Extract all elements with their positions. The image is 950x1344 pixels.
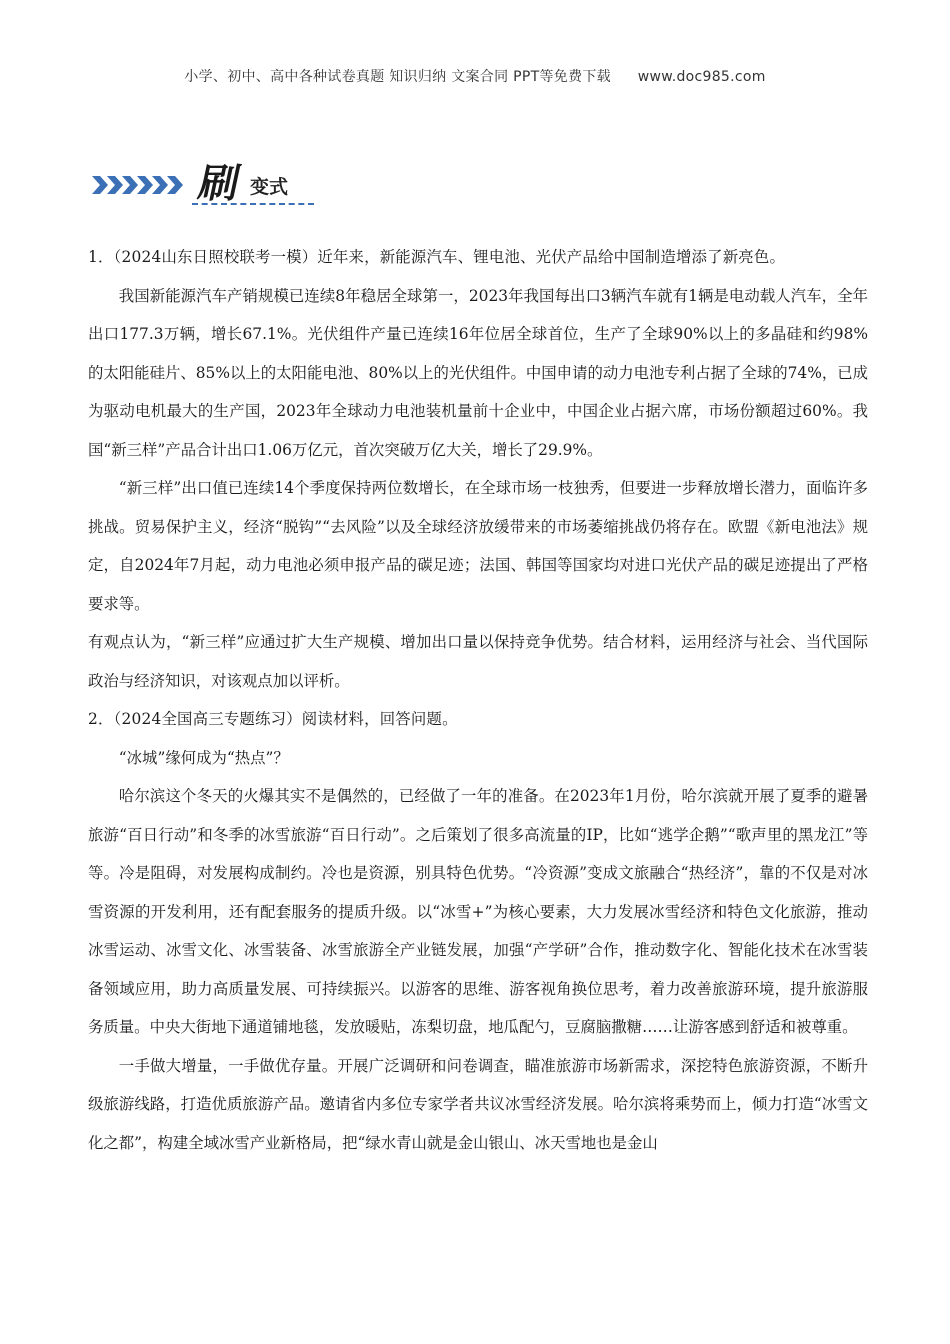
material-paragraph: 我国新能源汽车产销规模已连续8年稳居全球第一，2023年我国每出口3辆汽车就有1辆是电动载人汽车，全年出口177.3万辆，增长67.1%。光伏组件产量已连续16年位居全球首位，生产了全球90%以上的多晶硅和约98%的太阳能硅片、85%以上的太阳能电池、80%以上的光伏组件。中国申请的动力电池专利占据了全球的74%，已成为驱动电机最大的生产国，2023年全球动力电池装机量前十企业中，中国企业占据六席，市场份额超过60%。我国“新三样”产品合计出口1.06万亿元，首次突破万亿大关，增长了29.9%。 bbox=[88, 286, 868, 459]
section-icon-char: 刷 bbox=[194, 161, 245, 207]
material-paragraph: 一手做大增量，一手做优存量。开展广泛调研和问卷调查，瞄准旅游市场新需求，深挖特色旅游资源，不断升级旅游线路，打造优质旅游产品。邀请省内多位专家学者共议冰雪经济发展。哈尔滨将乘势而上，倾力打造“冰雪文化之都”，构建全域冰雪产业新格局，把“绿水青山就是金山银山、冰天雪地也是金山 bbox=[88, 1056, 868, 1152]
header-text: 小学、初中、高中各种试卷真题 知识归纳 文案合同 PPT等免费下载 bbox=[184, 69, 611, 85]
question-2-header bbox=[88, 700, 868, 739]
question-number: 1． bbox=[88, 248, 114, 266]
material-paragraph: “新三样”出口值已连续14个季度保持两位数增长，在全球市场一枝独秀，但要进一步释放增长潜力，面临许多挑战。贸易保护主义，经济“脱钩”“去风险”以及全球经济放缓带来的市场萎缩挑战仍将存在。欧盟《新电池法》规定，自2024年7月起，动力电池必须申报产品的碳足迹；法国、韩国等国家均对进口光伏产品的碳足迹提出了严格要求等。 bbox=[88, 479, 868, 613]
question-source: （2024山东日照校联考一模）近年来，新能源汽车、锂电池、光伏产品给中国制造增添了新亮色。 bbox=[113, 248, 786, 266]
page-header bbox=[0, 66, 950, 86]
question-number: 2． bbox=[88, 710, 114, 728]
section-banner bbox=[92, 150, 332, 210]
question-content bbox=[88, 238, 868, 1162]
question-source: （2024全国高三专题练习）阅读材料，回答问题。 bbox=[113, 710, 458, 728]
material-paragraph: 哈尔滨这个冬天的火爆其实不是偶然的，已经做了一年的准备。在2023年1月份，哈尔滨就开展了夏季的避暑旅游“百日行动”和冬季的冰雪旅游“百日行动”。之后策划了很多高流量的IP，比如“逃学企鹅”“歌声里的黑龙江”等等。冷是阻碍，对发展构成制约。冷也是资源，别具特色优势。“冷资源”变成文旅融合“热经济”，靠的不仅是对冰雪资源的开发利用，还有配套服务的提质升级。以“冰雪+”为核心要素，大力发展冰雪经济和特色文化旅游，推动冰雪运动、冰雪文化、冰雪装备、冰雪旅游全产业链发展，加强“产学研”合作，推动数字化、智能化技术在冰雪装备领域应用，助力高质量发展、可持续振兴。以游客的思维、游客视角换位思考，着力改善旅游环境，提升旅游服务质量。中央大街地下通道铺地毯，发放暖贴，冻梨切盘，地瓜配勺，豆腐脑撒糖……让游客感到舒适和被尊重。 bbox=[88, 787, 868, 1036]
question-prompt: 有观点认为，“新三样”应通过扩大生产规模、增加出口量以保持竞争优势。结合材料，运用经济与社会、当代国际政治与经济知识，对该观点加以评析。 bbox=[88, 633, 868, 690]
banner-underline bbox=[192, 203, 314, 205]
chevron-arrows-icon bbox=[92, 174, 192, 196]
header-url[interactable]: www.doc985.com bbox=[637, 69, 766, 85]
material-subtitle: “冰城”缘何成为“热点”？ bbox=[118, 748, 289, 767]
section-label: 变式 bbox=[250, 176, 289, 198]
question-1-header bbox=[88, 238, 868, 277]
